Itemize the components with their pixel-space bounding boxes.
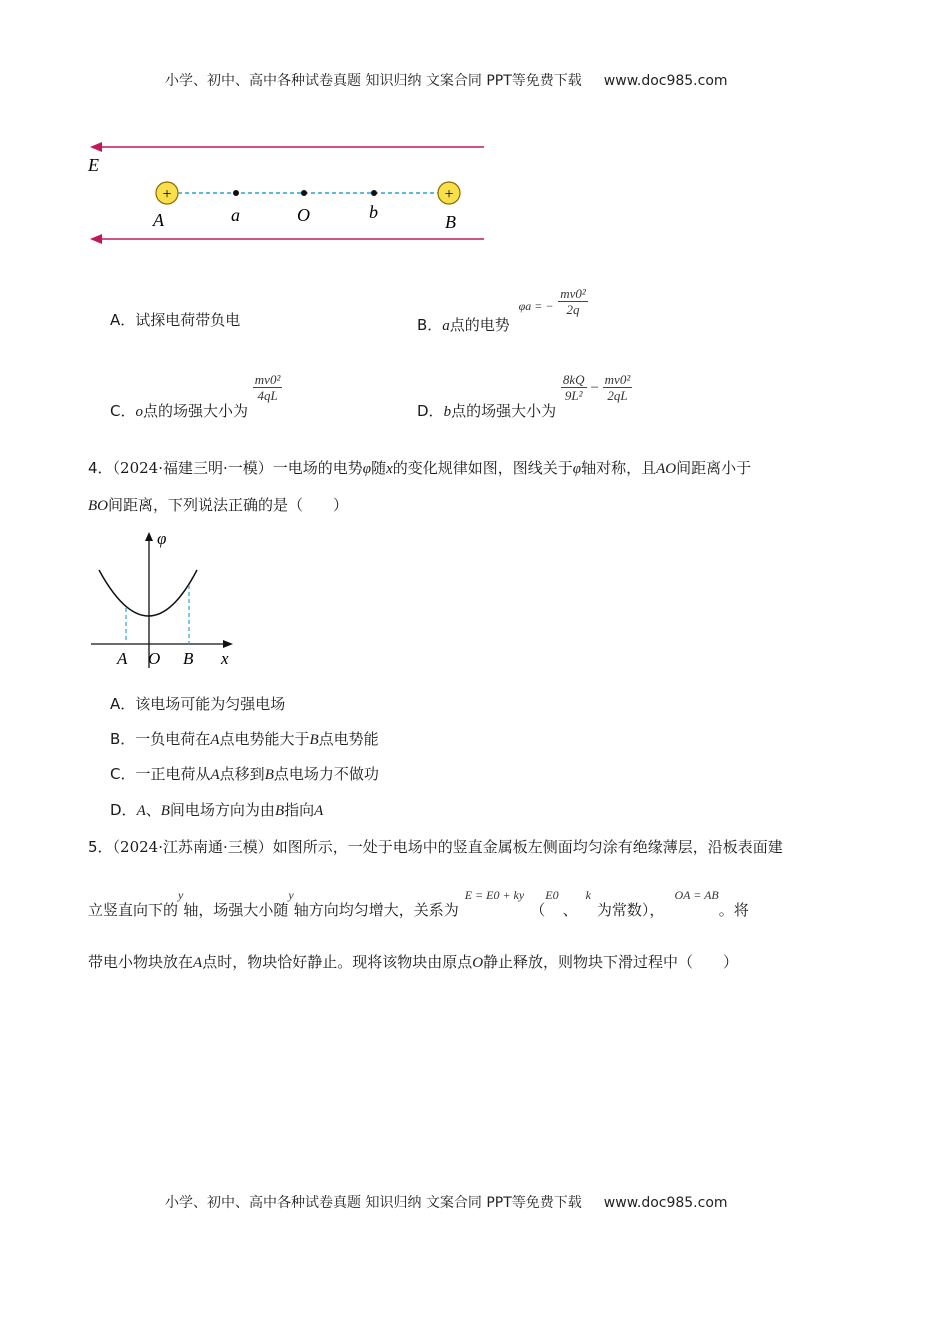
graph-tick-B: B (183, 649, 194, 668)
oa-ab-formula: OA = AB (674, 888, 719, 902)
page-header (165, 70, 728, 90)
graph-x-label: x (221, 649, 229, 668)
q4-option-d: D．A、B间电场方向为由B指向A (110, 801, 324, 819)
field-arrow-bottom (90, 234, 102, 244)
q5-stem-line2: 立竖直向下的y轴，场强大小随y轴方向均匀增大，关系为E = E0 + ky（E0、k为常数），OA = AB。将 (88, 888, 749, 919)
graph-tick-O: O (148, 649, 161, 668)
footer-site: www.doc985.com (603, 1195, 728, 1211)
fraction-c: $\frac{\text{mv0²}}{4qL}$ (254, 372, 281, 403)
label-O: O (297, 205, 310, 225)
q4-option-c: C．一正电荷从A点移到B点电场力不做功 (110, 765, 379, 783)
figure-potential-graph (85, 528, 245, 673)
formula-phi-a: φa = − (518, 299, 554, 313)
q3-option-a: A．试探电荷带负电 (110, 311, 241, 329)
fraction-d2: $\frac{\text{mv0²}}{2qL}$ (604, 372, 631, 403)
q4-stem-line2: BO间距离，下列说法正确的是（ ） (88, 496, 349, 514)
footer-text: 小学、初中、高中各种试卷真题 知识归纳 文案合同 PPT等免费下载 (165, 1195, 582, 1211)
q4-option-b: B．一负电荷在A点电势能大于B点电势能 (110, 730, 379, 748)
q5-stem-line3: 带电小物块放在A点时，物块恰好静止。现将该物块由原点O静止释放，则物块下滑过程中（ ） (88, 953, 739, 971)
q3-option-c: C．o点的场强大小为 $\frac{\text{mv0²}}{4qL}$ (110, 372, 281, 420)
q4-stem-line1: 4．（2024·福建三明·一模）一电场的电势φ随x的变化规律如图，图线关于φ轴对称，且AO间距离小于 (88, 459, 752, 477)
page-footer (165, 1192, 728, 1212)
label-A: A (153, 210, 164, 230)
graph-tick-A: A (117, 649, 128, 668)
label-b: b (369, 202, 378, 222)
point-a-dot (233, 190, 239, 196)
label-a: a (231, 205, 240, 225)
label-B: B (445, 212, 456, 232)
q3-option-d: D．b点的场强大小为 $\frac{8kQ}{\text{9L²}}$ − $\frac{\text{mv0²}}{2qL}$ (417, 372, 631, 420)
charge-b-sign: + (444, 186, 454, 203)
fraction-d1: $\frac{8kQ}{\text{9L²}}$ (562, 372, 585, 403)
point-o-dot (301, 190, 307, 196)
fraction-b: $\frac{\text{mv0²}}{2q}$ (560, 286, 586, 317)
point-b-dot (371, 190, 377, 196)
header-text: 小学、初中、高中各种试卷真题 知识归纳 文案合同 PPT等免费下载 (165, 73, 582, 89)
x-axis-arrow (223, 640, 233, 648)
graph-y-label: φ (157, 529, 167, 548)
header-site: www.doc985.com (603, 73, 728, 89)
phi-axis-arrow (145, 532, 153, 541)
relation-formula: E = E0 + ky (464, 888, 525, 902)
q3-option-b: B．a点的电势 φa = − $\frac{\text{mv0²}}{2q}$ (417, 286, 586, 334)
field-label: E (88, 155, 99, 175)
potential-curve (99, 570, 197, 616)
charge-a-sign: + (162, 186, 172, 203)
field-arrow-top (90, 142, 102, 152)
figure-charges-in-field (80, 135, 500, 255)
q4-option-a: A．该电场可能为匀强电场 (110, 695, 286, 713)
q5-stem-line1: 5．（2024·江苏南通·三模）如图所示，一处于电场中的竖直金属板左侧面均匀涂有绝缘薄层，沿板表面建 (88, 838, 783, 856)
